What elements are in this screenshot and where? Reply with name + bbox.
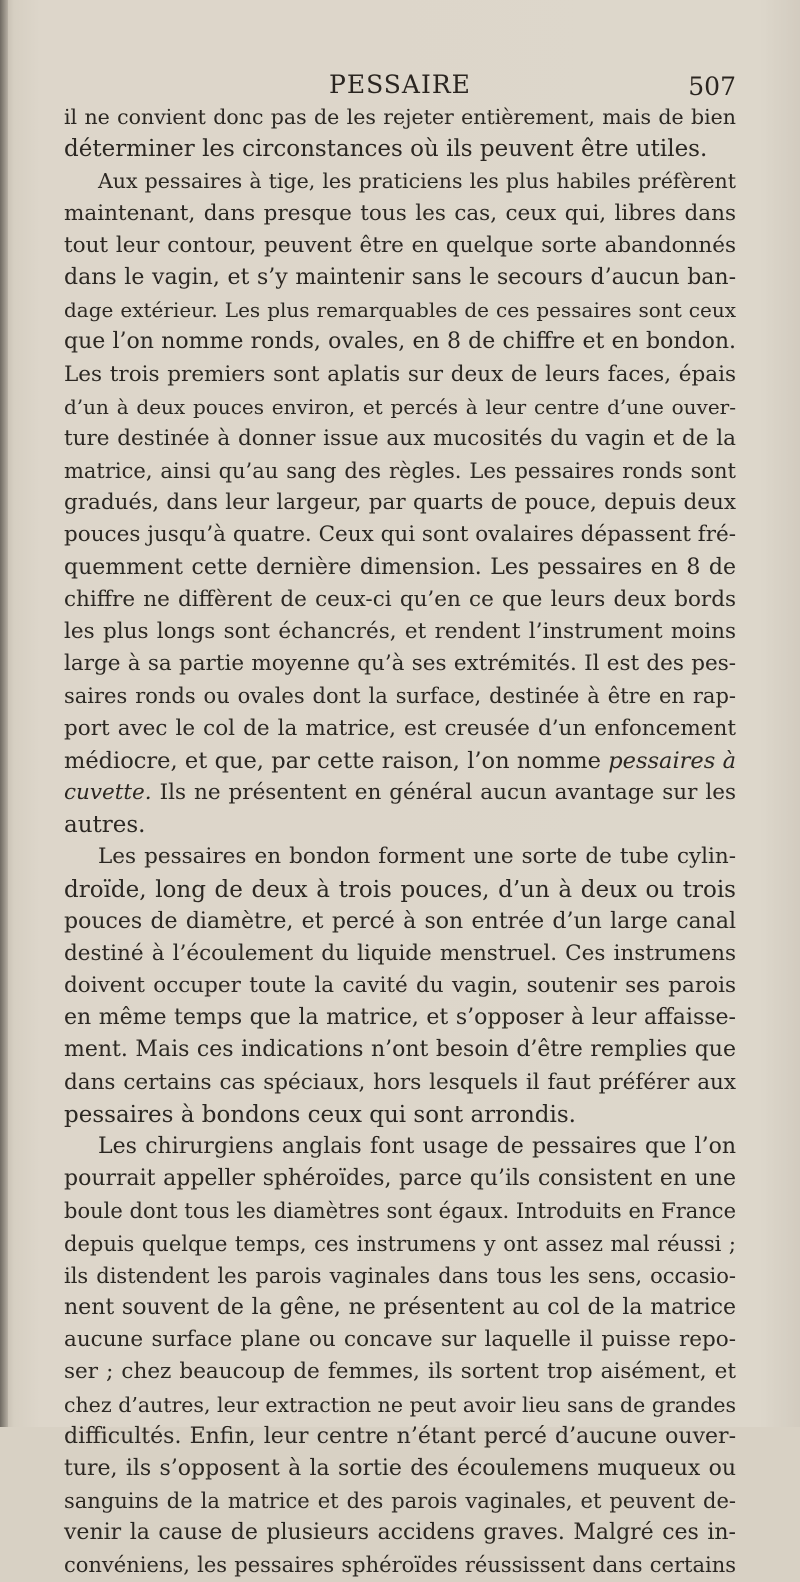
text-line-content: pouces jusqu’à quatre. Ceux qui sont ovalaires dépassent fré- [64,522,736,548]
page-gutter-shadow [0,0,8,1427]
text-line [64,1067,736,1099]
text-line-continuation: Ils ne présentent en général aucun avantage sur les [151,779,736,805]
text-line-content: ser ; chez beaucoup de femmes, ils sortent trop aisément, et [64,1359,736,1385]
text-line [64,552,736,584]
text-line [64,1421,736,1453]
text-line-content: Les pessaires en bondon forment une sorte de tube cylin- [98,844,736,870]
text-line-content: maintenant, dans presque tous les cas, ceux qui, libres dans [64,200,736,226]
text-line [64,809,736,841]
text-line [64,359,736,391]
text-line-content: pouces de diamètre, et percé à son entrée d’un large canal [64,908,736,934]
text-line-content: Aux pessaires à tige, les praticiens les plus habiles préfèrent [98,169,736,194]
text-line-content: autres. [64,812,146,839]
text-line-content: tout leur contour, peuvent être en quelque sorte abandonnés [64,232,736,258]
text-line [64,584,736,616]
text-line [64,680,736,712]
running-title: PESSAIRE [329,70,471,99]
text-line [64,906,736,938]
text-line [64,423,736,455]
text-line-content: pourrait appeller sphéroïdes, parce qu’ils consistent en une [64,1166,736,1192]
text-line-content: en même temps que la matrice, et s’opposer à leur affaisse- [64,1005,736,1031]
text-line-content: Les trois premiers sont aplatis sur deux de leurs faces, épais [64,361,736,387]
text-line [64,326,736,358]
text-line-content: dans le vagin, et s’y maintenir sans le secours d’aucun ban- [64,264,736,290]
text-line-content: difficultés. Enfin, leur centre n’étant percé d’aucune ouver- [64,1423,736,1449]
text-line-content: déterminer les circonstances où ils peuvent être utiles. [64,136,708,163]
text-line [64,294,736,326]
text-line [64,841,736,873]
text-line-content: gradués, dans leur largeur, par quarts de pouce, depuis deux [64,490,736,516]
text-line-content: sanguins de la matrice et des parois vaginales, et peuvent de- [64,1489,736,1514]
text-line-content: large à sa partie moyenne qu’à ses extrémités. Il est des pes- [64,651,736,677]
text-line-content: saires ronds ou ovales dont la surface, destinée à être en rap- [64,684,736,709]
text-line-content: médiocre, et que, par cette raison, l’on nomme [64,747,609,774]
body-text [64,101,736,1582]
text-line-content: nent souvent de la gêne, ne présentent au col de la matrice [64,1294,736,1320]
text-line-content: dans certains cas spéciaux, hors lesquels il faut préférer aux [64,1069,736,1095]
text-line-content: il ne convient donc pas de les rejeter entièrement, mais de bien [64,105,736,129]
text-line-content: chez d’autres, leur extraction ne peut avoir lieu sans de grandes [64,1392,736,1417]
text-line-content: Les chirurgiens anglais font usage de pessaires que l’on [98,1134,736,1159]
text-line [64,1389,736,1421]
text-line [64,1002,736,1034]
text-line-content: droïde, long de deux à trois pouces, d’un à deux ou trois [64,876,736,903]
text-line [64,1034,736,1066]
text-line [64,1356,736,1388]
text-line [64,1228,736,1260]
text-line-content: convéniens, les pessaires sphéroïdes réussissent dans certains [64,1553,736,1578]
text-line [64,198,736,230]
text-line-content: ils distendent les parois vaginales dans tous les sens, occasio- [64,1263,736,1288]
text-line [64,1485,736,1517]
text-line [64,745,736,777]
text-line-content: dage extérieur. Les plus remarquables de ces pessaires sont ceux [64,298,736,323]
text-line-content: que l’on nomme ronds, ovales, en 8 de chiffre et en bondon. [64,329,736,355]
text-line-content: ture, ils s’opposent à la sortie des écoulemens muqueux ou [64,1455,736,1481]
text-line [64,133,736,165]
text-line [64,938,736,970]
text-line [64,487,736,519]
text-line [64,616,736,648]
text-line [64,1260,736,1292]
text-line [64,1453,736,1485]
text-line-content: d’un à deux pouces environ, et percés à leur centre d’une ouver- [64,394,736,419]
text-line [64,262,736,294]
text-line [64,1324,736,1356]
text-line-content: port avec le col de la matrice, est creusée d’un enfoncement [64,715,736,741]
text-line-content: les plus longs sont échancrés, et rendent l’instrument moins [64,619,736,644]
italic-term: pessaires à [608,747,736,774]
text-line [64,230,736,262]
text-line [64,165,736,197]
text-line [64,1163,736,1195]
text-line-content: chiffre ne diffèrent de ceux-ci qu’en ce que leurs deux bords [64,586,736,612]
text-line-content: pessaires à bondons ceux qui sont arrondis. [64,1101,576,1128]
text-line-content: venir la cause de plusieurs accidens graves. Malgré ces in- [64,1520,736,1546]
page-number: 507 [688,72,736,101]
italic-term: cuvette. [64,779,152,805]
text-line [64,1549,736,1581]
text-line [64,455,736,487]
text-line-content: doivent occuper toute la cavité du vagin, soutenir ses parois [64,973,736,999]
text-line-content: quemment cette dernière dimension. Les pessaires en 8 de [64,554,736,580]
text-line [64,391,736,423]
text-line-content: ment. Mais ces indications n’ont besoin d’être remplies que [64,1037,736,1063]
text-line-content: aucune surface plane ou concave sur laquelle il puisse repo- [64,1327,736,1353]
text-line [64,519,736,551]
text-line [64,1131,736,1163]
text-line [64,874,736,906]
text-line-content: ture destinée à donner issue aux mucosités du vagin et de la [64,425,736,451]
text-line [64,1195,736,1227]
text-line [64,1099,736,1131]
text-line [64,970,736,1002]
text-line-content: depuis quelque temps, ces instrumens y ont assez mal réussi ; [64,1231,736,1256]
text-line [64,648,736,680]
text-line-content: destiné à l’écoulement du liquide menstruel. Ces instrumens [64,940,736,966]
text-line [64,777,736,809]
text-line [64,1292,736,1324]
text-line [64,713,736,745]
text-line-content: matrice, ainsi qu’au sang des règles. Les pessaires ronds sont [64,459,736,484]
text-line [64,1517,736,1549]
text-line-content: boule dont tous les diamètres sont égaux. Introduits en France [64,1199,736,1224]
text-line [64,101,736,133]
